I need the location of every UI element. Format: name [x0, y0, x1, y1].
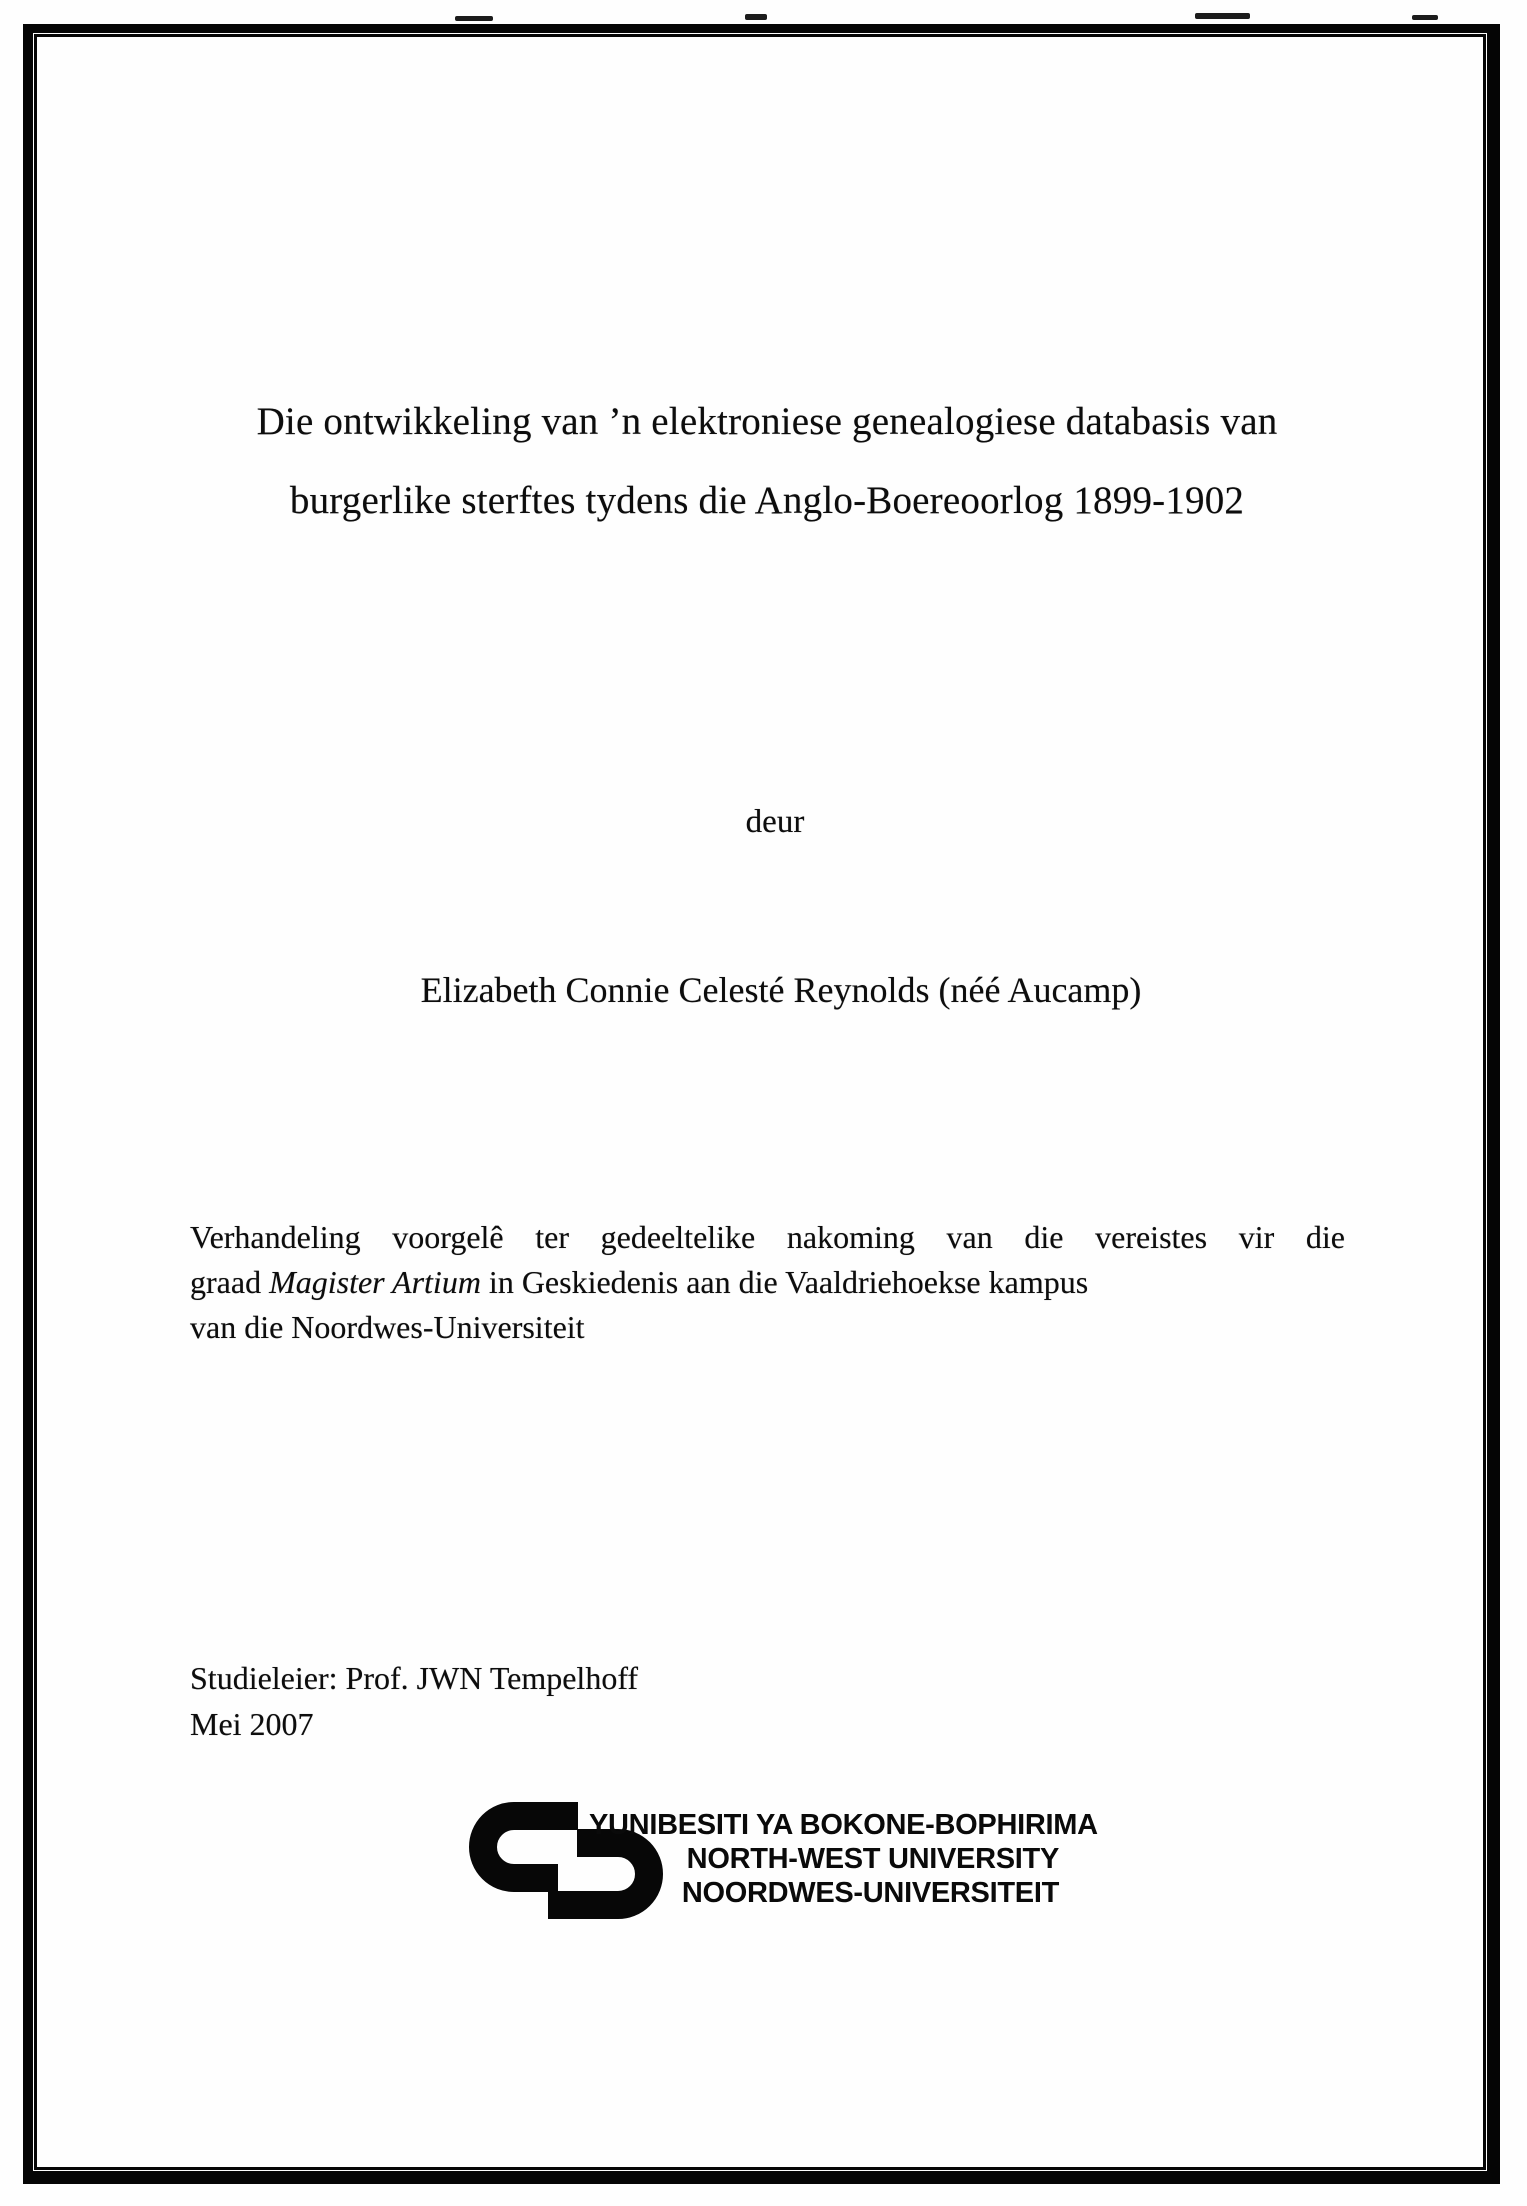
supervisor-line: Studieleier: Prof. JWN Tempelhoff [190, 1660, 639, 1696]
scan-speck [1412, 15, 1438, 20]
thesis-title-line-2: burgerlike sterftes tydens die Anglo-Boereoorlog 1899-1902 [289, 479, 1245, 522]
degree-statement-line-3: van die Noordwes-Universiteit [190, 1309, 585, 1345]
supervisor-block [190, 1655, 638, 1747]
byline-label: deur [745, 804, 805, 840]
degree-statement-line-1: Verhandeling voorgelê ter gedeeltelike nakoming van die vereistes vir die [190, 1219, 1345, 1255]
degree-statement [190, 1215, 1345, 1350]
degree-statement-line-2 [190, 1260, 1345, 1305]
author-name: Elizabeth Connie Celesté Reynolds (néé Aucamp) [420, 970, 1142, 1010]
logo-text-english: NORTH-WEST UNIVERSITY [686, 1843, 1059, 1875]
degree-statement-line-2-prefix: graad [190, 1264, 270, 1300]
scan-speck [745, 14, 767, 20]
university-logo-text [589, 1808, 1098, 1910]
scan-speck [1195, 13, 1250, 19]
university-logo [468, 1798, 1098, 1968]
scan-speck [455, 16, 493, 21]
thesis-title [257, 382, 1278, 540]
thesis-title-line-1: Die ontwikkeling van ’n elektroniese genealogiese databasis van [256, 400, 1278, 443]
degree-name-italic: Magister Artium [269, 1264, 481, 1300]
logo-text-setswana: YUNIBESITI YA BOKONE-BOPHIRIMA [589, 1809, 1098, 1841]
degree-statement-line-2-suffix: in Geskiedenis aan die Vaaldriehoekse kampus [480, 1264, 1089, 1300]
logo-text-afrikaans: NOORDWES-UNIVERSITEIT [681, 1877, 1059, 1909]
date-line: Mei 2007 [190, 1706, 314, 1742]
